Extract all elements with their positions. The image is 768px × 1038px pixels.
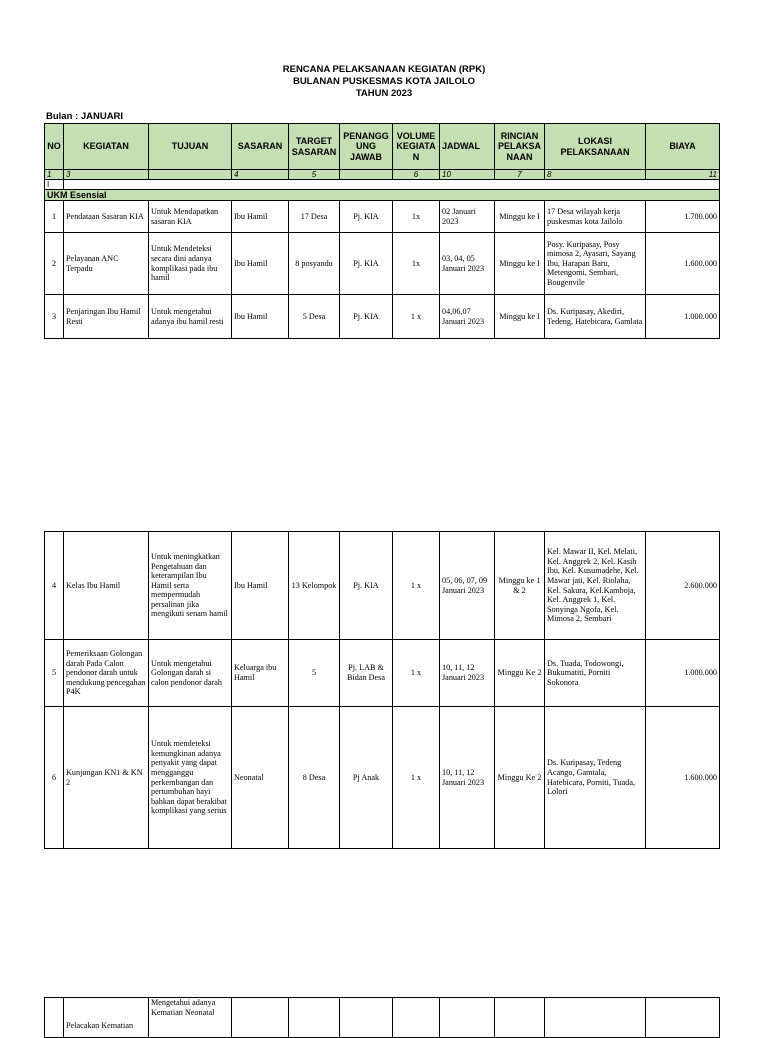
colnum: 11 <box>646 170 720 180</box>
rpk-table-part1 <box>44 123 720 339</box>
colnum: 6 <box>393 170 440 180</box>
row-biaya: 1.000.000 <box>646 295 720 339</box>
row-rincian: Minggu Ke 2 <box>495 640 545 707</box>
column-number-row <box>45 170 720 180</box>
table-row <box>45 295 720 339</box>
col-rincian: RINCIAN PELAKSA NAAN <box>495 124 545 170</box>
document-title: RENCANA PELAKSANAAN KEGIATAN (RPK) <box>282 64 486 75</box>
table-row <box>45 707 720 849</box>
row-biaya <box>646 998 720 1038</box>
table-row <box>45 532 720 640</box>
row-kegiatan: Kunjungan KN1 & KN 2 <box>64 707 149 849</box>
row-lokasi: 17 Desa wilayah kerja puskesmas kota Jailolo <box>545 201 646 233</box>
colnum: 7 <box>495 170 545 180</box>
row-jadwal: 02 Januari 2023 <box>440 201 495 233</box>
row-kegiatan: Pendataan Sasaran KIA <box>64 201 149 233</box>
row-no: 3 <box>45 295 64 339</box>
row-sasaran: Ibu Hamil <box>232 532 289 640</box>
col-volume: VOLUME KEGIATA N <box>393 124 440 170</box>
row-target: 8 posyandu <box>289 233 340 295</box>
row-no: 5 <box>45 640 64 707</box>
row-rincian: Minggu ke I <box>495 295 545 339</box>
row-volume: 1x <box>393 233 440 295</box>
row-kegiatan: Pelacakan Kematian <box>64 998 149 1038</box>
row-target: 5 Desa <box>289 295 340 339</box>
colnum: 3 <box>64 170 149 180</box>
row-tujuan: Untuk Mendeteksi secara dini adanya komplikasi pada ibu hamil <box>149 233 232 295</box>
row-sasaran: Ibu Hamil <box>232 201 289 233</box>
rpk-table-part2 <box>44 531 720 849</box>
row-lokasi: Kel. Mawar II, Kel. Melati, Kel. Anggrek 2, Kel. Kasih Ibu, Kel. Kusumadehe, Kel. Mawar jati, Kel. Riolaha, Kel. Sakura, Kel.Kamboja, Kel. Anggrek 1, Kel. Sonyinga Ngofa, Kel. Mimosa 2, Sembari <box>545 532 646 640</box>
table-row <box>45 201 720 233</box>
row-rincian: Minggu ke I <box>495 233 545 295</box>
row-lokasi: Posy. Kuripasay, Posy mimosa 2, Ayasari, Sayang Ibu, Harapan Baru, Metengomi, Sembari, Bougenvile <box>545 233 646 295</box>
row-rincian: Minggu Ke 2 <box>495 707 545 849</box>
row-kegiatan: Penjaringan Ibu Hamil Resti <box>64 295 149 339</box>
section-row <box>45 190 720 201</box>
row-lokasi: Ds. Kuripasay, Akediri, Tedeng, Hatebicara, Gamlata <box>545 295 646 339</box>
col-target: TARGET SASARAN <box>289 124 340 170</box>
row-rincian <box>495 998 545 1038</box>
row-tujuan: Untuk meningkatkan Pengetahuan dan keterampilan Ibu Hamil serta mempermudah persalinan jika mengikuti senam hamil <box>149 532 232 640</box>
roman-numeral: I <box>45 180 64 190</box>
row-kegiatan: Kelas Ibu Hamil <box>64 532 149 640</box>
row-sasaran: Ibu Hamil <box>232 233 289 295</box>
row-sasaran: Keluarga ibu Hamil <box>232 640 289 707</box>
row-jadwal <box>440 998 495 1038</box>
row-jadwal: 05, 06, 07, 09 Januari 2023 <box>440 532 495 640</box>
row-tujuan: Untuk Mendapatkan sasaran KIA <box>149 201 232 233</box>
colnum: 4 <box>232 170 289 180</box>
row-tujuan: Untuk mengetahui Golongan darah si calon pendonor darah <box>149 640 232 707</box>
row-volume: 1x <box>393 201 440 233</box>
row-pj: Pj. LAB & Bidan Desa <box>340 640 393 707</box>
row-lokasi <box>545 998 646 1038</box>
col-penanggung-jawab: PENANGG UNG JAWAB <box>340 124 393 170</box>
row-volume: 1 x <box>393 707 440 849</box>
rpk-table-part3 <box>44 997 720 1038</box>
colnum: 5 <box>289 170 340 180</box>
col-tujuan: TUJUAN <box>149 124 232 170</box>
row-target: 13 Kelompok <box>289 532 340 640</box>
row-target <box>289 998 340 1038</box>
row-biaya: 1.700.000 <box>646 201 720 233</box>
row-target: 17 Desa <box>289 201 340 233</box>
row-volume: 1 x <box>393 532 440 640</box>
row-volume <box>393 998 440 1038</box>
row-jadwal: 10, 11, 12 Januari 2023 <box>440 640 495 707</box>
row-lokasi: Ds. Tuada, Todowongi, Bukumatiti, Porniti Sokonora <box>545 640 646 707</box>
row-tujuan: Mengetahui adanya Kematian Neonatal <box>149 998 232 1038</box>
row-jadwal: 10, 11, 12 Januari 2023 <box>440 707 495 849</box>
colnum: 1 <box>45 170 64 180</box>
row-no: 6 <box>45 707 64 849</box>
section-title: UKM Esensial <box>45 190 720 201</box>
colnum <box>340 170 393 180</box>
row-sasaran <box>232 998 289 1038</box>
header-row <box>45 124 720 170</box>
row-biaya: 2.600.000 <box>646 532 720 640</box>
colnum: 10 <box>440 170 495 180</box>
col-kegiatan: KEGIATAN <box>64 124 149 170</box>
row-tujuan: Untuk mengetahui adanya ibu hamil resti <box>149 295 232 339</box>
document-year: TAHUN 2023 <box>355 88 413 99</box>
table-row <box>45 998 720 1038</box>
row-pj: Pj. KIA <box>340 233 393 295</box>
row-pj: Pj. KIA <box>340 532 393 640</box>
row-target: 5 <box>289 640 340 707</box>
row-kegiatan: Pemeriksaan Golongan darah Pada Calon pendonor darah untuk mendukung pencegahan P4K <box>64 640 149 707</box>
row-rincian: Minggu ke 1 & 2 <box>495 532 545 640</box>
row-kegiatan: Pelayanan ANC Terpadu <box>64 233 149 295</box>
table-row <box>45 640 720 707</box>
month-label: Bulan : JANUARI <box>46 111 124 122</box>
row-volume: 1 x <box>393 640 440 707</box>
col-no: NO <box>45 124 64 170</box>
row-jadwal: 04,06,07 Januari 2023 <box>440 295 495 339</box>
row-pj <box>340 998 393 1038</box>
col-lokasi: LOKASI PELAKSANAAN <box>545 124 646 170</box>
col-sasaran: SASARAN <box>232 124 289 170</box>
row-tujuan: Untuk mendeteksi kemungkinan adanya penyakit yang dapat mengganggu perkembangan dan pertumbuhan bayi bahkan dapat berakibat komplikasi yang serius <box>149 707 232 849</box>
document-subtitle: BULANAN PUSKESMAS KOTA JAILOLO <box>292 76 476 87</box>
row-pj: Pj. KIA <box>340 295 393 339</box>
roman-row <box>45 180 720 190</box>
table-row <box>45 233 720 295</box>
roman-row-blank <box>64 180 720 190</box>
row-no: 1 <box>45 201 64 233</box>
row-sasaran: Neonatal <box>232 707 289 849</box>
row-lokasi: Ds. Kuripasay, Tedeng Acango, Gamtala, Hatebicara, Porniti, Tuada, Lolori <box>545 707 646 849</box>
row-no: 2 <box>45 233 64 295</box>
row-biaya: 1.600.000 <box>646 707 720 849</box>
row-pj: Pj Anak <box>340 707 393 849</box>
col-jadwal: JADWAL <box>440 124 495 170</box>
row-biaya: 1.000.000 <box>646 640 720 707</box>
col-biaya: BIAYA <box>646 124 720 170</box>
row-rincian: Minggu ke I <box>495 201 545 233</box>
row-volume: 1 x <box>393 295 440 339</box>
row-no <box>45 998 64 1038</box>
row-biaya: 1.600.000 <box>646 233 720 295</box>
colnum: 8 <box>545 170 646 180</box>
row-jadwal: 03, 04, 05 Januari 2023 <box>440 233 495 295</box>
row-sasaran: Ibu Hamil <box>232 295 289 339</box>
row-no: 4 <box>45 532 64 640</box>
colnum <box>149 170 232 180</box>
row-pj: Pj. KIA <box>340 201 393 233</box>
row-target: 8 Desa <box>289 707 340 849</box>
